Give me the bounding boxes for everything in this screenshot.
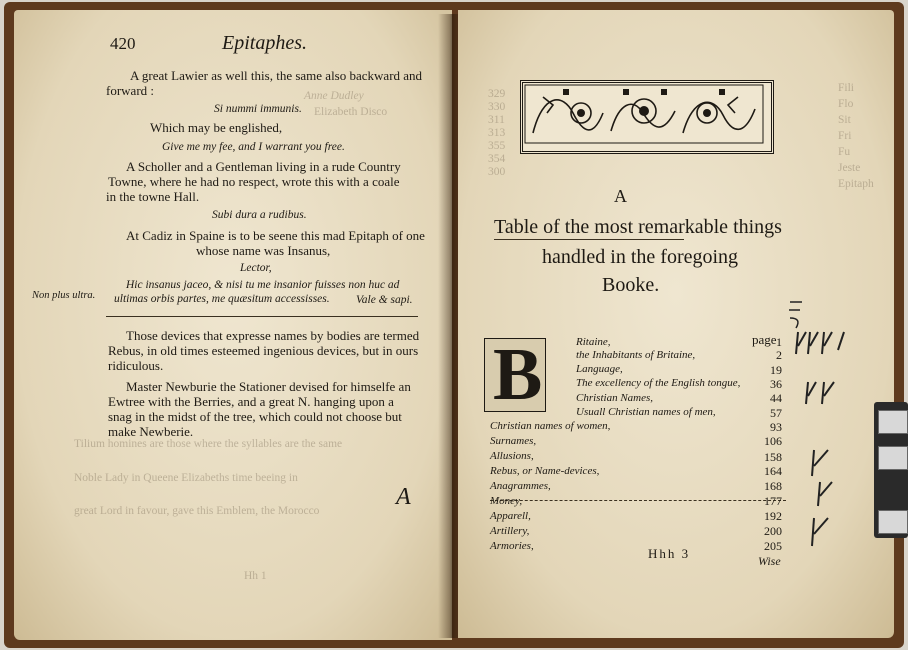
table-entry: Artillery,	[490, 525, 530, 537]
body-line: snag in the midst of the tree, which could not choose but	[108, 409, 402, 424]
table-page: 36	[770, 377, 782, 391]
body-line: Give me my fee, and I warrant you free.	[162, 141, 345, 153]
table-page: 2	[776, 348, 782, 362]
table-page: 192	[764, 509, 782, 523]
table-entry: Anagrammes,	[490, 480, 551, 492]
table-entry: Ritaine,	[576, 336, 611, 348]
table-entry: Rebus, or Name-devices,	[490, 465, 600, 477]
show-through-text: Tilium homines are those where the syllables are the same	[74, 438, 343, 450]
section-divider	[106, 316, 418, 317]
body-line: Ewtree with the Berries, and a great N. hanging upon a	[108, 394, 394, 409]
body-line: Master Newburie the Stationer devised for himselfe an	[126, 379, 411, 394]
margin-note: Non plus ultra.	[32, 290, 96, 301]
handwritten-mark	[814, 478, 840, 510]
body-line: Rebus, in old times esteemed ingenious devices, but in ours	[108, 343, 419, 358]
body-line: make Newberie.	[108, 424, 194, 439]
catchword: A	[396, 484, 411, 510]
table-page: 106	[764, 434, 782, 448]
handwritten-mark	[802, 378, 842, 408]
body-line: A Scholler and a Gentleman living in a rude Country	[126, 159, 401, 174]
body-line: Which may be englished,	[150, 120, 283, 135]
table-entry: Apparell,	[490, 510, 531, 522]
table-page: 200	[764, 524, 782, 538]
handwritten-mark	[794, 328, 856, 358]
body-line: Those devices that expresse names by bodies are termed	[126, 328, 420, 343]
table-entry: Allusions,	[490, 450, 534, 462]
table-entry: Language,	[576, 363, 623, 375]
table-entry: the Inhabitants of Britaine,	[576, 349, 696, 361]
table-heading-line: handled in the foregoing	[542, 246, 739, 268]
show-through-text: Anne Dudley	[304, 90, 364, 102]
show-through-text: Elizabeth Disco	[314, 106, 388, 118]
table-heading-a: A	[614, 186, 627, 206]
body-line: Towne, where he had no respect, wrote this with a coale	[108, 174, 400, 189]
body-line: whose name was Insanus,	[196, 243, 331, 258]
table-entry: Usuall Christian names of men,	[576, 406, 716, 418]
body-line: A great Lawier as well this, the same also backward and	[130, 68, 423, 83]
show-through-text: Noble Lady in Queene Elizabeths time beeing in	[74, 472, 298, 484]
right-page	[458, 10, 894, 638]
body-line: Vale & sapi.	[356, 294, 413, 306]
table-page: 164	[764, 464, 782, 478]
drop-cap-letter: B	[493, 334, 543, 416]
table-page: 93	[770, 420, 782, 434]
body-line: Lector,	[240, 262, 272, 274]
table-page: 19	[770, 363, 782, 377]
left-page	[14, 10, 452, 640]
table-entry: Christian Names,	[576, 392, 654, 404]
show-through-text: 329 330 311 313 355 354 300	[488, 88, 506, 178]
table-entry: Money,	[490, 495, 523, 507]
catchword: Wise	[758, 554, 781, 568]
show-through-text: Fili Flo Sit Fri Fu Jeste Epitaph	[838, 82, 874, 190]
ornament-icon	[523, 83, 765, 145]
table-heading-line: Table of the most remarkable things	[494, 216, 782, 238]
body-line: At Cadiz in Spaine is to be seene this mad Epitaph of one	[126, 228, 425, 243]
heading-underline	[494, 239, 684, 240]
running-head: Epitaphes.	[222, 32, 307, 54]
body-line: Subi dura a rudibus.	[212, 209, 307, 221]
handwritten-mark	[808, 446, 838, 480]
table-entry: The excellency of the English tongue,	[576, 377, 741, 389]
table-entry: Armories,	[490, 540, 534, 552]
binder-clip-handle	[878, 410, 908, 434]
binder-clip-handle	[878, 510, 908, 534]
decorative-headpiece	[520, 80, 774, 154]
page-column-label: page	[752, 332, 777, 347]
body-line: ridiculous.	[108, 358, 164, 373]
body-line: forward :	[106, 83, 155, 98]
table-heading-line: Booke.	[602, 274, 660, 296]
table-page: 168	[764, 479, 782, 493]
show-through-text: Hh 1	[244, 570, 267, 582]
body-line: ultimas orbis partes, me quæsitum accessisses.	[114, 293, 330, 305]
body-line: Si nummi immunis.	[214, 103, 302, 115]
binder-clip-handle	[878, 446, 908, 470]
show-through-text: great Lord in favour, gave this Emblem, the Morocco	[74, 505, 320, 517]
drop-cap	[484, 334, 546, 416]
page-number: 420	[110, 34, 136, 53]
table-page: 1	[776, 335, 782, 349]
table-entry: Surnames,	[490, 435, 537, 447]
table-entry: Christian names of women,	[490, 420, 611, 432]
body-line: in the towne Hall.	[106, 189, 200, 204]
table-divider	[490, 500, 786, 501]
table-page: 205	[764, 539, 782, 553]
body-line: Hic insanus jaceo, & nisi tu me insanior fuisses non huc ad	[126, 279, 400, 291]
table-page: 57	[770, 406, 782, 420]
handwritten-mark	[808, 514, 836, 550]
table-page: 158	[764, 450, 782, 464]
signature-mark: Hhh 3	[648, 546, 691, 561]
table-page: 44	[770, 391, 782, 405]
table-page: 177	[764, 494, 782, 508]
